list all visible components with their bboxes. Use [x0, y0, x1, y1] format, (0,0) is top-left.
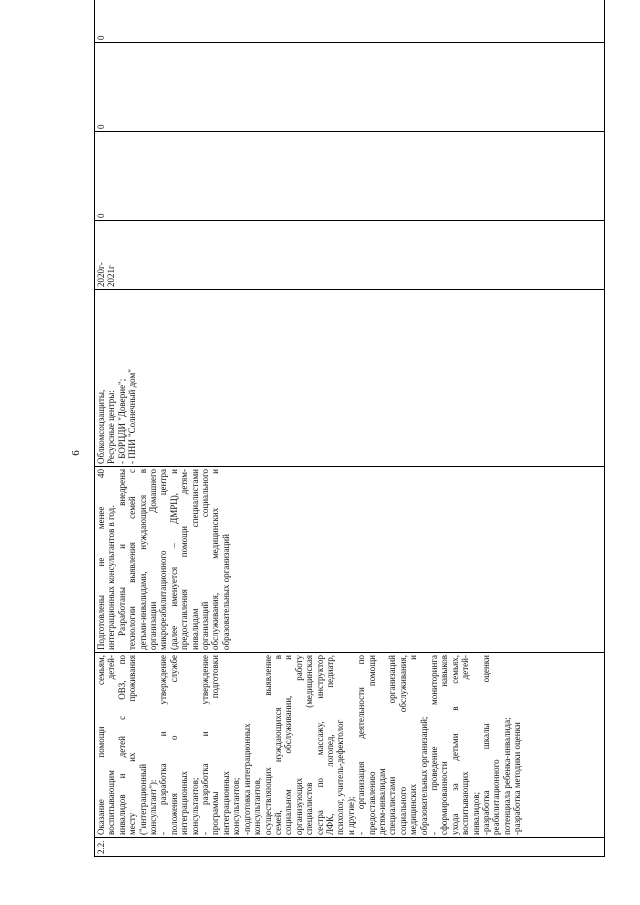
description-line: детям-инвалидам	[376, 768, 387, 835]
funding-cell-1: 0	[95, 132, 605, 221]
description-line: -разработка шкалы оценки	[481, 655, 492, 835]
funding-cell-2: 0	[95, 43, 605, 132]
description-line: сформированности навыков	[439, 655, 450, 835]
description-line: интеграционных	[220, 770, 231, 835]
description-line: осуществляющих выявление	[262, 655, 273, 835]
description-line: сестра по массажу, инструктор	[314, 655, 325, 835]
description-line: социального обслуживания,	[397, 655, 408, 835]
description-line: ЛФК, логопед, педиатр,	[324, 655, 335, 835]
results-line: организации Домашнего	[148, 469, 159, 650]
executor-line: - БОРЦДИ "Доверие";	[116, 378, 127, 464]
description-line: консультант"):	[148, 779, 159, 835]
funding-cell-3: 0	[95, 0, 605, 43]
results-line: детьми-инвалидами, нуждающихся в	[137, 469, 148, 650]
page-number: 6	[70, 450, 82, 456]
results-line: обслуживания, медицинских и	[210, 469, 221, 650]
results-line: предоставления помощи детям-	[179, 469, 190, 650]
description-line: ("интеграционный	[137, 763, 148, 835]
description-line: семей, нуждающихся в	[272, 655, 283, 835]
description-line: консультантов;	[231, 777, 242, 835]
description-line: воспитывающим детей-	[106, 655, 117, 835]
results-line: инвалидам специалистами	[189, 469, 200, 650]
description-line: инвалидов;	[470, 792, 481, 835]
table-row	[95, 0, 605, 857]
results-line: организаций социального	[200, 469, 211, 650]
description-line: консультантов,	[252, 777, 263, 835]
results-line: интеграционных консультантов в год.	[106, 505, 117, 650]
activity-description	[95, 653, 605, 838]
description-line: реабилитационного	[491, 759, 502, 835]
expected-results	[95, 467, 605, 653]
executors	[95, 290, 605, 467]
period-line: 2021г	[106, 265, 117, 287]
description-line: ухода за детьми в семьях,	[449, 655, 460, 835]
description-line: специалистами организаций	[387, 655, 398, 835]
results-line: Подготовлены не менее 40	[96, 469, 106, 650]
description-line: потенциала ребенка-инвалида;	[501, 717, 512, 835]
description-line: консультантов;	[189, 777, 200, 835]
description-line: - разработка и утверждение	[200, 655, 211, 835]
results-line: (далее именуется – ДМРЦ), и	[168, 469, 179, 650]
results-line: образовательных организаций	[220, 534, 231, 650]
program-table	[94, 30, 605, 857]
results-line: технологии выявления семей с	[127, 469, 138, 650]
executor-line: - ПНИ "Солнечный дом"	[127, 369, 138, 464]
description-line: воспитывающих детей-	[460, 655, 471, 835]
description-line: предоставлению помощи	[366, 655, 377, 835]
description-line: - организация деятельности по	[356, 655, 367, 835]
description-line: медицинских и	[408, 655, 419, 835]
description-line: - разработка и утверждение	[158, 655, 169, 835]
description-line: организующих работу	[293, 655, 304, 835]
executor-line: Ресурсные центры:	[106, 390, 117, 464]
description-line: специалистов (медицинская	[304, 655, 315, 835]
executor-line: Облкомсоцзащиты,	[96, 389, 106, 464]
activity-table	[94, 0, 605, 857]
results-line: микрореабилитационного центра	[158, 469, 169, 650]
row-number: 2.2.	[95, 838, 605, 857]
period-line: 2020г-	[96, 262, 106, 287]
description-line: и другие);	[345, 796, 356, 835]
description-line: программы подготовки	[210, 655, 221, 835]
description-line: -разработка методики оценки	[512, 722, 523, 835]
description-line: интеграционных	[179, 770, 190, 835]
description-line: месту их проживания	[127, 655, 138, 835]
period	[95, 221, 605, 290]
description-line: образовательных организаций;	[418, 716, 429, 835]
results-line: Разработаны и внедрены	[116, 469, 127, 636]
description-line: социальном обслуживании, и	[283, 655, 294, 835]
description-line: - проведение мониторинга	[429, 655, 439, 835]
description-line: психолог, учитель-дефектолог	[335, 719, 346, 835]
description-line: положения о службе	[168, 655, 179, 835]
description-line: -подготовка интеграционных	[241, 723, 252, 835]
description-line: инвалидов и детей с ОВЗ, по	[116, 655, 127, 835]
description-line: Оказание помощи семьям,	[96, 655, 106, 835]
